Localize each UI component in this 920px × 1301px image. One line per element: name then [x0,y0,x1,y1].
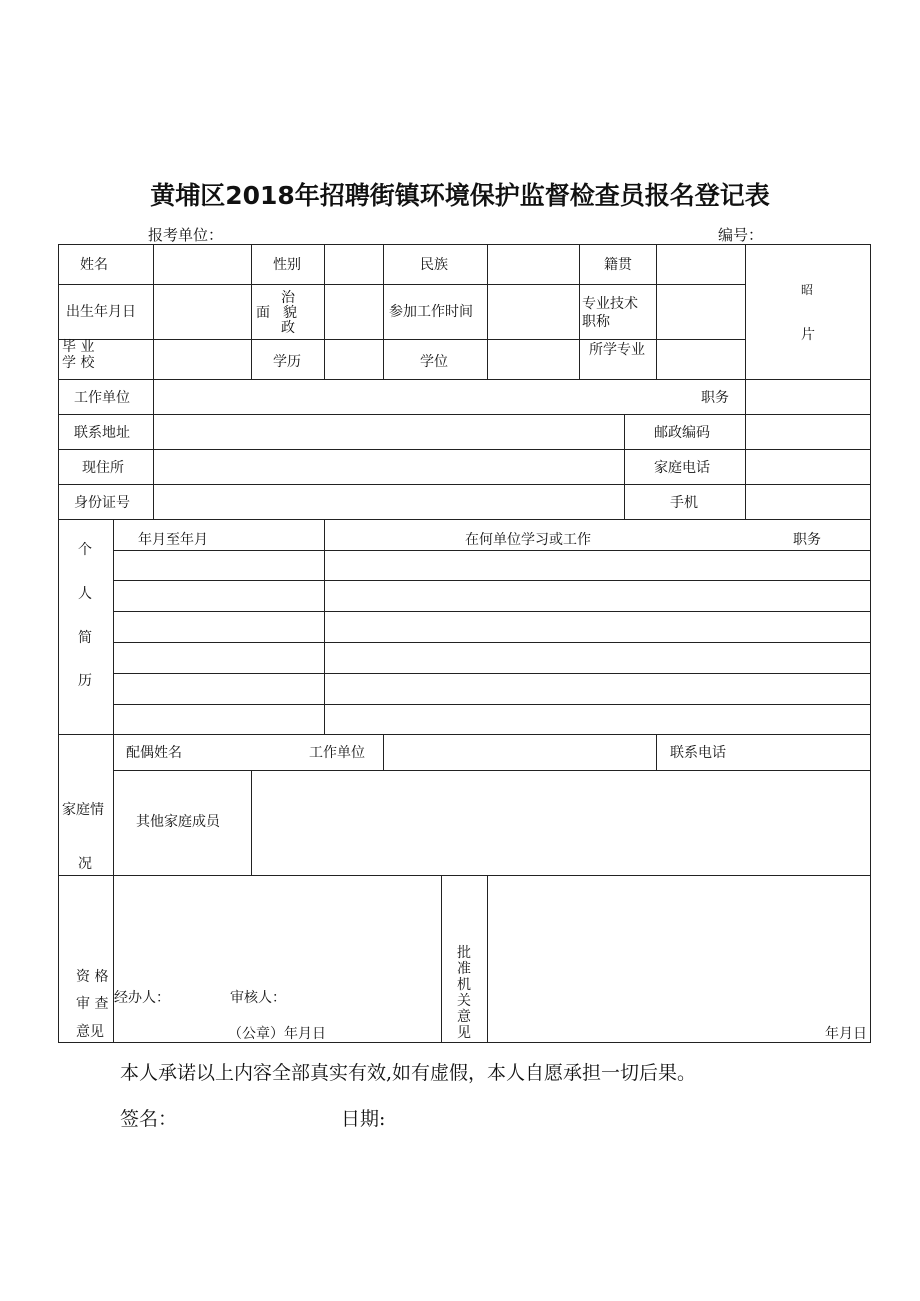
qualification-label-2: 审 查 [76,996,109,1012]
approval-label [456,945,472,1041]
qualification-label-3: 意见 [76,1024,104,1040]
residence-label: 现住所 [82,460,124,476]
spouse-unit-label: 工作单位 [309,745,365,761]
political-label-1: 治 [281,290,295,306]
name-label: 姓名 [80,257,108,273]
work-unit-label: 工作单位 [74,390,130,406]
resume-position-header: 职务 [793,532,821,548]
serial-number-label: 编号： [718,226,764,244]
approval-char: 准 [457,961,471,977]
contact-phone-label: 联系电话 [670,745,726,761]
signature-label: 签名： [120,1108,178,1130]
handler-label: 经办人： [114,990,170,1006]
home-phone-label: 家庭电话 [654,460,710,476]
address-label: 联系地址 [74,425,130,441]
birth-date-label: 出生年月日 [66,304,136,320]
photo-label-top: 昭 [801,283,814,297]
native-place-label: 籍贯 [604,257,632,273]
seal-date-label: （公章）年月日 [228,1026,326,1042]
political-label-4: 政 [281,320,295,336]
registration-table [58,244,871,1043]
resume-label-1: 个 [78,542,92,558]
approval-char: 见 [457,1025,471,1041]
gender-label: 性别 [273,257,301,273]
approval-char: 批 [457,945,471,961]
resume-label-4: 历 [78,673,92,689]
applying-unit-label: 报考单位： [148,226,224,244]
approval-char: 机 [457,977,471,993]
political-label-3: 貌 [283,305,297,321]
family-label-1: 家庭情 [62,802,104,818]
mobile-label: 手机 [670,495,698,511]
spouse-name-label: 配偶姓名 [126,745,182,761]
political-label-2: 面 [256,305,270,321]
resume-label-3: 简 [78,630,92,646]
approval-char: 意 [457,1009,471,1025]
degree-label: 学位 [420,354,448,370]
date-label: 日期: [341,1108,386,1130]
graduate-school-label-1: 毕 业 [62,339,95,355]
approval-char: 关 [457,993,471,1009]
pledge-statement: 本人承诺以上内容全部真实有效,如有虚假，本人自愿承担一切后果。 [120,1062,697,1084]
reviewer-label: 审核人： [230,990,286,1006]
other-family-members-label: 其他家庭成员 [136,814,220,830]
resume-unit-header: 在何单位学习或工作 [465,532,591,548]
table-grid [58,244,871,1043]
graduate-school-label-2: 学 校 [62,355,95,371]
professional-title-label-2: 职称 [582,314,610,330]
major-label: 所学专业 [589,342,645,358]
resume-period-header: 年月至年月 [138,532,208,548]
ethnicity-label: 民族 [420,257,448,273]
approval-date-label: 年月日 [825,1026,867,1042]
form-title: 黄埔区2018年招聘街镇环境保护监督检查员报名登记表 [150,181,770,210]
id-number-label: 身份证号 [74,495,130,511]
photo-label-bottom: 片 [801,327,815,343]
work-start-label: 参加工作时间 [389,304,473,320]
qualification-label-1: 资 格 [76,969,109,985]
postcode-label: 邮政编码 [654,425,710,441]
family-label-2: 况 [78,856,92,872]
professional-title-label-1: 专业技术 [582,296,638,312]
resume-label-2: 人 [78,586,92,602]
education-label: 学历 [273,354,301,370]
position-label: 职务 [701,390,729,406]
